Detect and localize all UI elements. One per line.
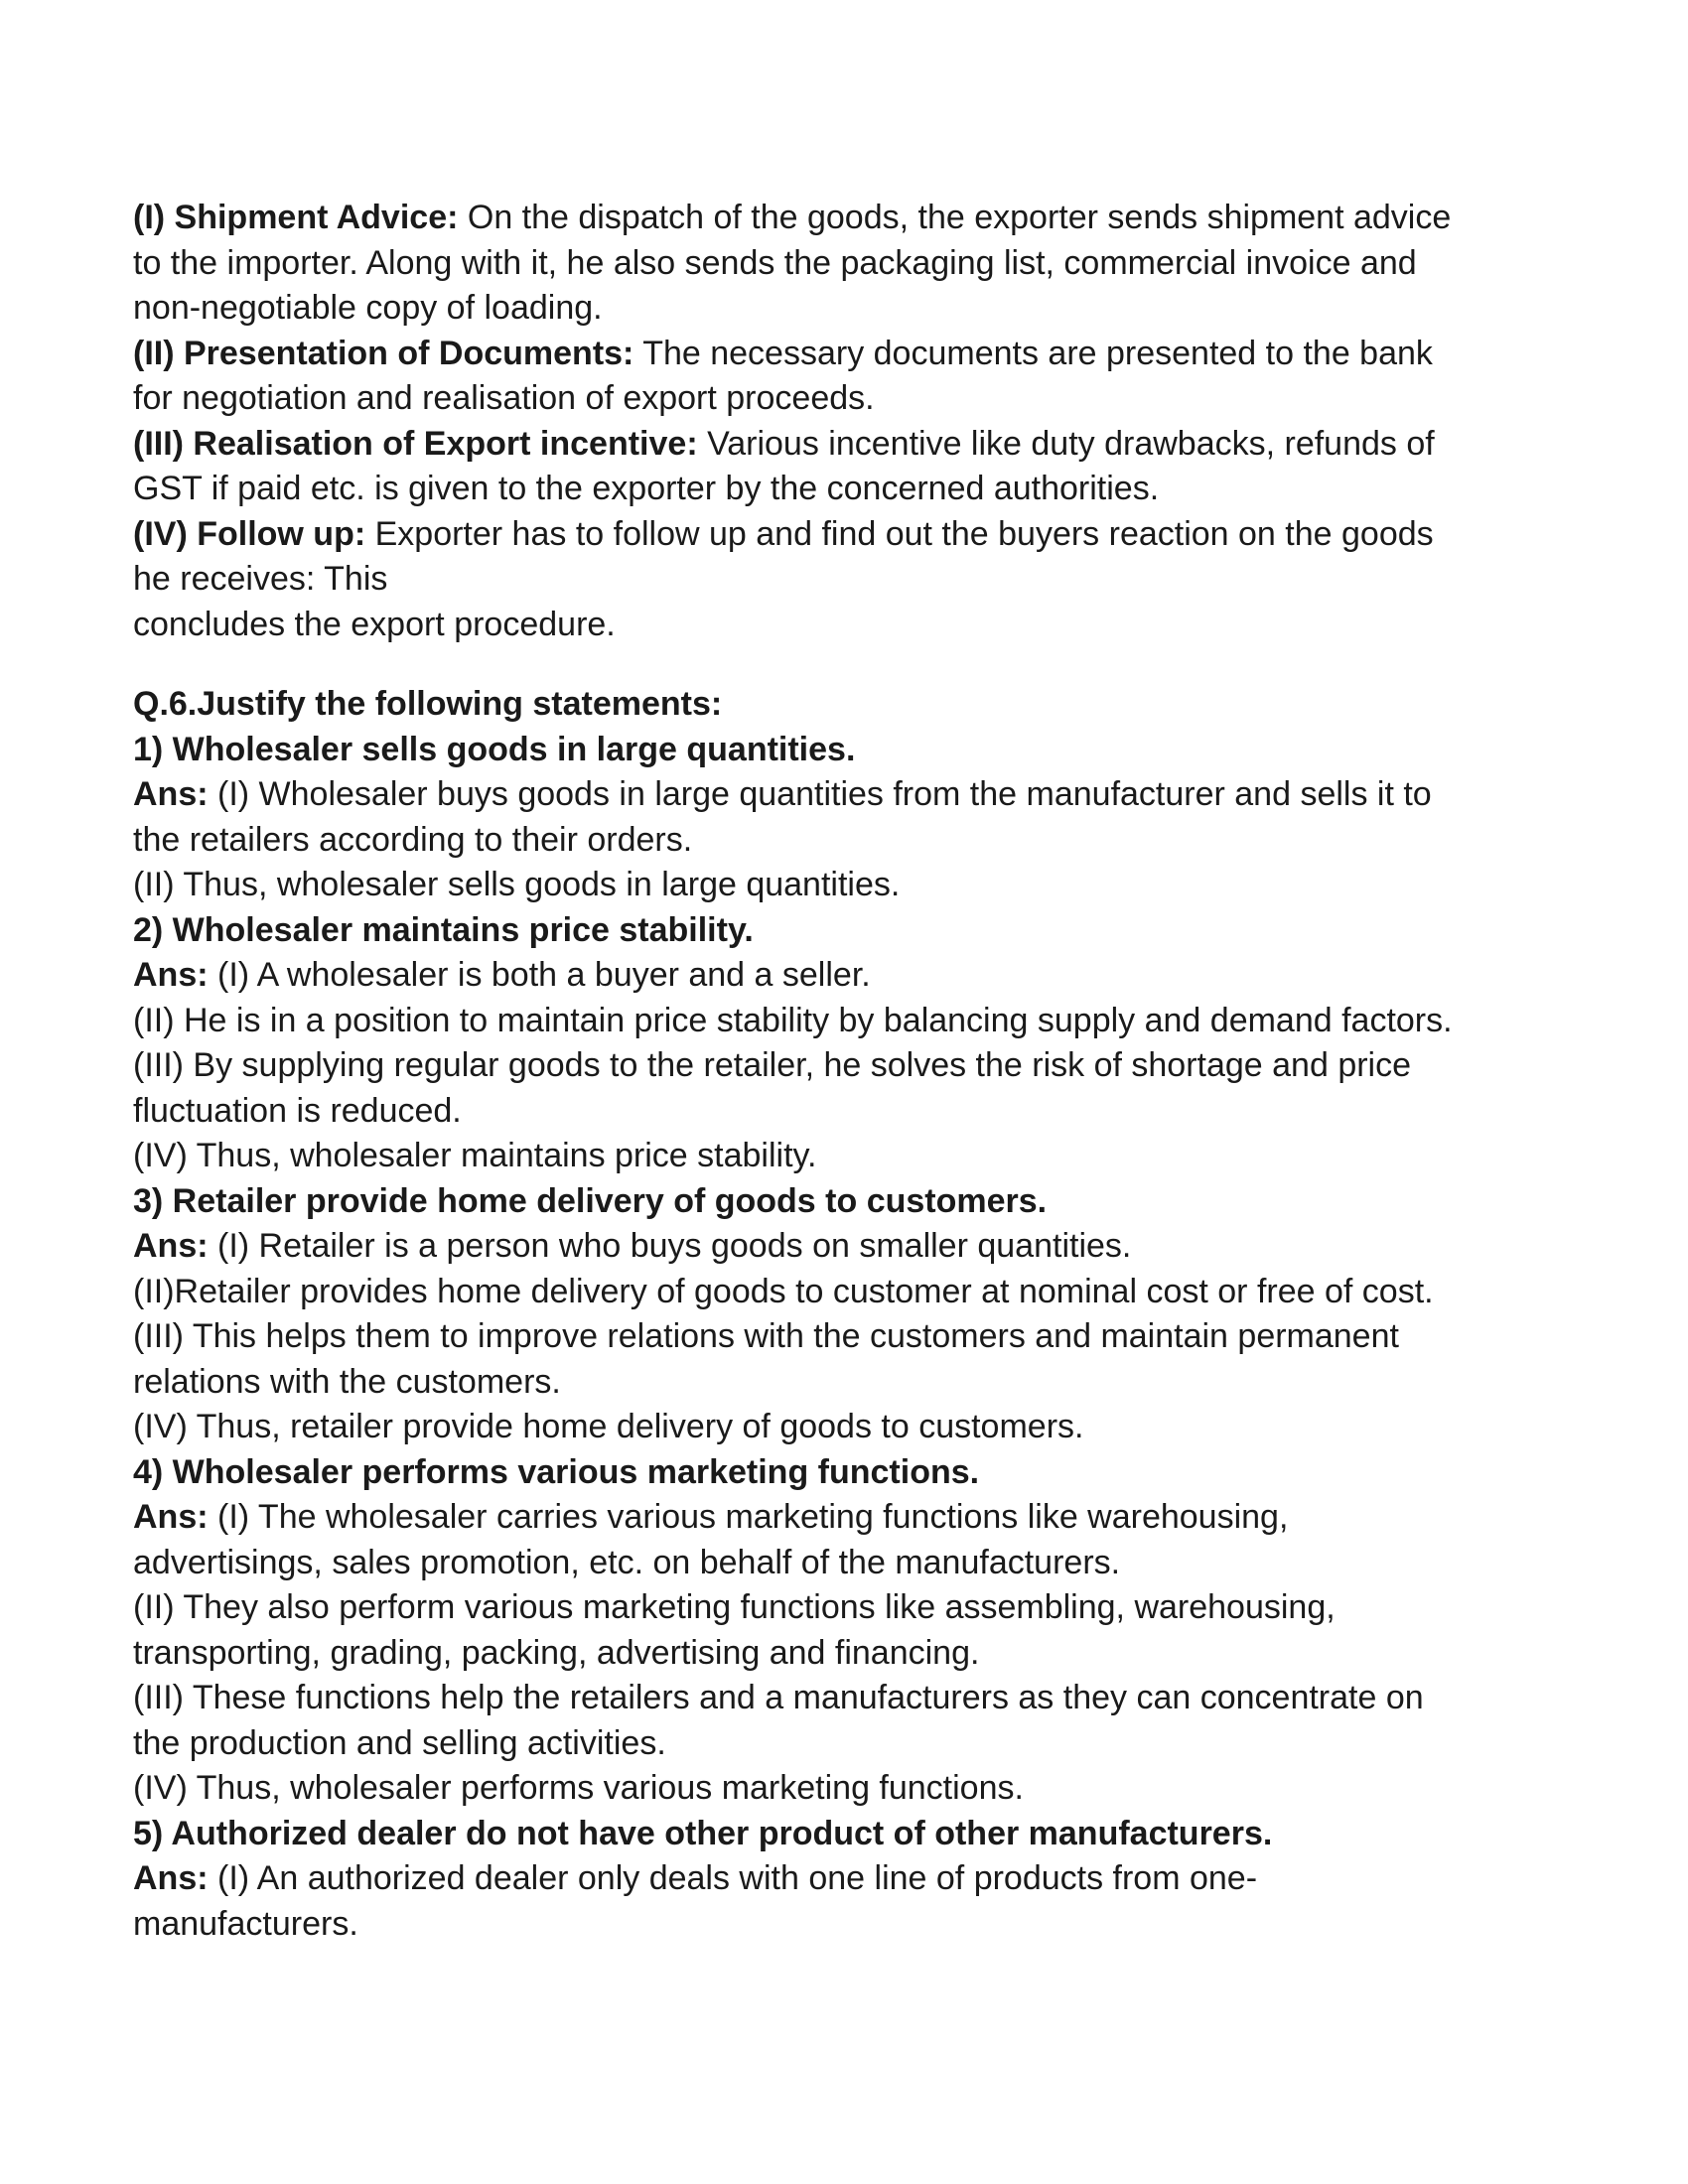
answer-label: Ans: xyxy=(133,1227,209,1265)
answer-label: Ans: xyxy=(133,1498,209,1536)
answer-text: (II) Thus, wholesaler sells goods in large quantities. xyxy=(133,866,901,903)
answer-text: (I) The wholesaler carries various marketing functions like warehousing, xyxy=(208,1498,1289,1536)
step-text: for negotiation and realisation of export proceeds. xyxy=(133,379,875,417)
justify-item-5 xyxy=(133,1812,1563,1948)
answer-text: (III) This helps them to improve relations with the customers and maintain permanent xyxy=(133,1317,1399,1355)
step-text: he receives: This xyxy=(133,560,388,598)
question-title: Q.6.Justify the following statements: xyxy=(133,685,723,723)
step-label: (I) Shipment Advice: xyxy=(133,199,459,236)
statement-heading: 1) Wholesaler sells goods in large quantities. xyxy=(133,730,856,768)
export-step-follow-up xyxy=(133,512,1563,648)
step-label: (II) Presentation of Documents: xyxy=(133,334,634,372)
statement-heading: 5) Authorized dealer do not have other product of other manufacturers. xyxy=(133,1814,1273,1852)
answer-text: (II) He is in a position to maintain price stability by balancing supply and demand factors. xyxy=(133,1001,1453,1039)
export-step-shipment-advice xyxy=(133,196,1563,332)
answer-text: fluctuation is reduced. xyxy=(133,1091,462,1130)
step-label: (IV) Follow up: xyxy=(133,514,366,553)
answer-text: (I) A wholesaler is both a buyer and a seller. xyxy=(208,956,871,994)
answer-text: relations with the customers. xyxy=(133,1362,561,1401)
step-text: Exporter has to follow up and find out the buyers reaction on the goods xyxy=(365,514,1434,553)
answer-text: (IV) Thus, wholesaler maintains price stability. xyxy=(133,1137,817,1174)
answer-label: Ans: xyxy=(133,775,209,813)
answer-text: (I) Retailer is a person who buys goods on smaller quantities. xyxy=(208,1227,1132,1265)
answer-text: (II) They also perform various marketing functions like assembling, warehousing, xyxy=(133,1588,1336,1626)
section-gap xyxy=(133,647,1563,682)
answer-text: (III) By supplying regular goods to the retailer, he solves the risk of shortage and price xyxy=(133,1046,1412,1084)
answer-label: Ans: xyxy=(133,956,209,994)
step-text: non-negotiable copy of loading. xyxy=(133,289,603,327)
answer-text: (IV) Thus, retailer provide home delivery of goods to customers. xyxy=(133,1408,1084,1445)
step-text: Various incentive like duty drawbacks, refunds of xyxy=(697,424,1435,463)
step-text: On the dispatch of the goods, the exporter sends shipment advice xyxy=(458,199,1452,236)
statement-heading: 2) Wholesaler maintains price stability. xyxy=(133,910,754,949)
step-label: (III) Realisation of Export incentive: xyxy=(133,424,698,463)
justify-item-2 xyxy=(133,908,1563,1179)
export-step-presentation-of-documents xyxy=(133,332,1563,422)
statement-heading: 3) Retailer provide home delivery of goods to customers. xyxy=(133,1181,1048,1220)
answer-text: (III) These functions help the retailers and a manufacturers as they can concentrate on xyxy=(133,1679,1424,1716)
question-6 xyxy=(133,682,1563,1947)
step-text: The necessary documents are presented to the bank xyxy=(633,334,1433,372)
answer-text: transporting, grading, packing, advertising and financing. xyxy=(133,1633,980,1672)
answer-text: (IV) Thus, wholesaler performs various marketing functions. xyxy=(133,1769,1024,1807)
answer-text: (I) Wholesaler buys goods in large quantities from the manufacturer and sells it to xyxy=(208,775,1432,813)
answer-text: the retailers according to their orders. xyxy=(133,820,693,859)
justify-item-1 xyxy=(133,728,1563,908)
step-text: GST if paid etc. is given to the exporter by the concerned authorities. xyxy=(133,470,1160,507)
document-page xyxy=(133,196,1563,1947)
answer-label: Ans: xyxy=(133,1859,209,1897)
answer-text: manufacturers. xyxy=(133,1904,358,1943)
answer-text: advertisings, sales promotion, etc. on behalf of the manufacturers. xyxy=(133,1543,1121,1581)
export-steps xyxy=(133,196,1563,647)
answer-text: the production and selling activities. xyxy=(133,1723,666,1762)
justify-item-3 xyxy=(133,1179,1563,1450)
step-text: to the importer. Along with it, he also sends the packaging list, commercial invoice and xyxy=(133,243,1417,282)
step-text: concludes the export procedure. xyxy=(133,605,616,643)
justify-item-4 xyxy=(133,1450,1563,1812)
answer-text: (II)Retailer provides home delivery of goods to customer at nominal cost or free of cost. xyxy=(133,1272,1434,1310)
export-step-realisation-of-export-incentive xyxy=(133,422,1563,512)
statement-heading: 4) Wholesaler performs various marketing functions. xyxy=(133,1452,980,1491)
answer-text: (I) An authorized dealer only deals with one line of products from one- xyxy=(208,1859,1258,1897)
